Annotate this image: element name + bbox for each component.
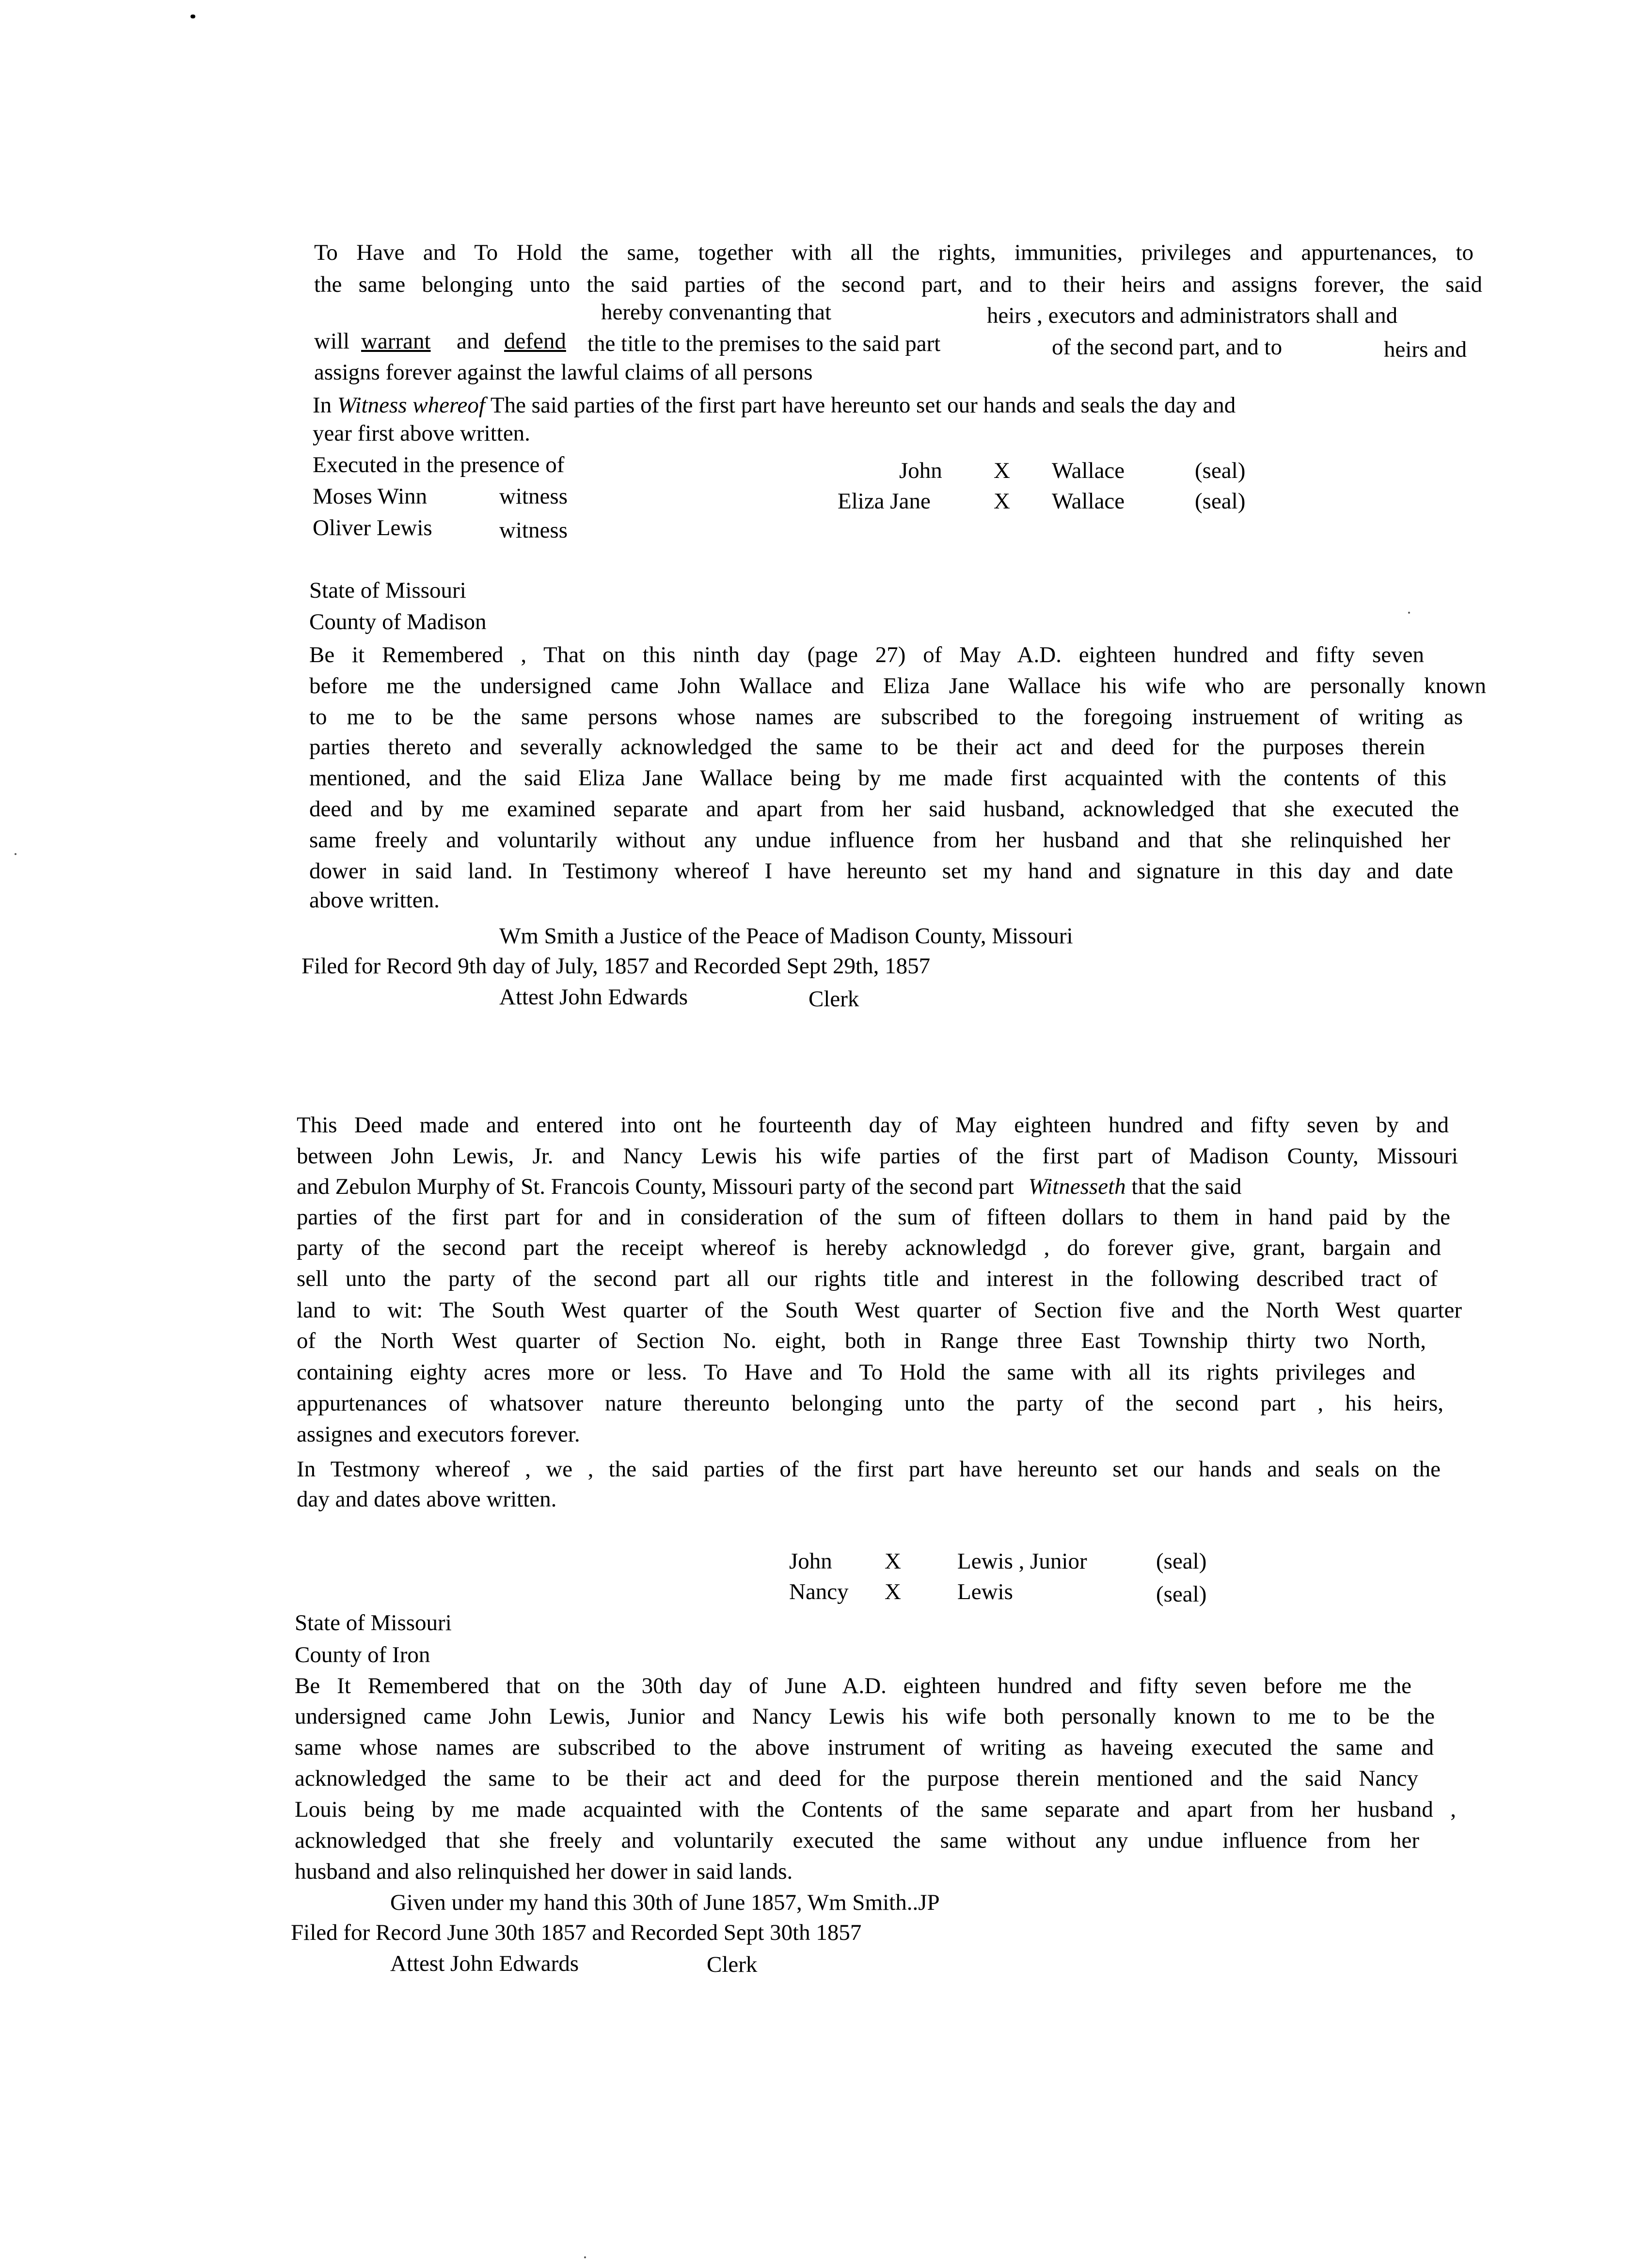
witness-role: witness [499,484,568,509]
signature-first-name: Nancy [789,1579,849,1604]
signature-last-name: Lewis , Junior [957,1549,1087,1574]
signature-first-name: John [789,1549,832,1574]
witness-clause-text: The said parties of the first part have hereunto set our hands and seals the day and [490,393,1236,418]
habendum-line-4c: the title to the premises to the said part [587,331,941,356]
witness-clause-line-2: year first above written. [313,421,530,446]
deed-body-line: parties of the first part for and in consideration of the sum of fifteen dollars to them in hand paid by the [297,1205,1450,1230]
and-word: and [457,329,490,354]
witness-name: Oliver Lewis [313,515,432,540]
justice-signature: Wm Smith a Justice of the Peace of Madison County, Missouri [499,923,1073,949]
habendum-line-2: the same belonging unto the said parties of the second part, and to their heirs and assigns forever, the said [314,272,1482,297]
filed-for-record: Filed for Record 9th day of July, 1857 and Recorded Sept 29th, 1857 [301,953,931,979]
scan-speck [15,853,16,855]
attest-line: Attest John Edwards [499,984,688,1010]
given-under-hand: Given under my hand this 30th of June 1857, Wm Smith..JP [390,1890,940,1915]
ack-county: County of Madison [309,609,487,634]
ack-county: County of Iron [295,1642,430,1667]
ack-line: husband and also relinquished her dower in said lands. [295,1859,793,1884]
signature-mark: X [994,458,1010,483]
filed-for-record: Filed for Record June 30th 1857 and Recorded Sept 30th 1857 [291,1920,862,1945]
signature-seal: (seal) [1156,1582,1207,1607]
deed-body-line [297,1172,1242,1202]
signature-first-name: John [899,458,942,483]
deed-body-line: between John Lewis, Jr. and Nancy Lewis his wife parties of the first part of Madison County, Missouri [297,1143,1458,1169]
deed-body-line: sell unto the party of the second part all our rights title and interest in the following described tract of [297,1266,1438,1291]
signature-seal: (seal) [1195,489,1246,514]
ack-line: before me the undersigned came John Wallace and Eliza Jane Wallace his wife who are personally known [309,673,1486,698]
deed-body-line: of the North West quarter of Section No. eight, both in Range three East Township thirty two North, [297,1328,1426,1353]
defend-word: defend [504,329,566,354]
clerk-label: Clerk [707,1952,758,1977]
deed-body-line: appurtenances of whatsover nature thereunto belonging unto the party of the second part , his heirs, [297,1391,1443,1416]
deed-body-line: land to wit: The South West quarter of the South West quarter of Section five and the North West quarter [297,1298,1462,1323]
witness-whereof-italic: Witness whereof [337,393,485,418]
scan-speck [1408,612,1410,614]
signature-mark: X [885,1579,901,1604]
deed-body-line: assignes and executors forever. [297,1422,580,1447]
ack-line: to me to be the same persons whose names are subscribed to the foregoing instruement of writing as [309,704,1463,730]
ack-line: acknowledged that she freely and voluntarily executed the same without any undue influence from her [295,1828,1419,1853]
habendum-line-3b: heirs , executors and administrators shall and [987,303,1398,328]
ack-line: dower in said land. In Testimony whereof I have hereunto set my hand and signature in this day and date [309,858,1453,884]
signature-last-name: Wallace [1052,489,1125,514]
ack-line: deed and by me examined separate and apart from her said husband, acknowledged that she executed the [309,796,1459,822]
ack-state: State of Missouri [295,1610,452,1635]
habendum-line-1: To Have and To Hold the same, together with all the rights, immunities, privileges and appurtenances, to [314,240,1474,265]
ack-line: above written. [309,888,440,913]
signature-seal: (seal) [1195,458,1246,483]
signature-last-name: Lewis [957,1579,1013,1604]
ack-line: Be it Remembered , That on this ninth day (page 27) of May A.D. eighteen hundred and fifty seven [309,642,1424,667]
ack-line: Be It Remembered that on the 30th day of June A.D. eighteen hundred and fifty seven before me the [295,1673,1411,1698]
ack-line: same freely and voluntarily without any undue influence from her husband and that she relinquished her [309,827,1450,853]
clerk-label: Clerk [808,986,859,1012]
habendum-line-3a: hereby convenanting that [601,300,832,325]
habendum-line-4d: of the second part, and to [1052,334,1283,360]
signature-mark: X [994,489,1010,514]
signature-first-name: Eliza Jane [838,489,931,514]
ack-state: State of Missouri [309,578,466,603]
scan-speck [190,15,195,18]
witness-name: Moses Winn [313,484,428,509]
testimony-line-1: In Testmony whereof , we , the said parties of the first part have hereunto set our hands and seals on the [297,1457,1441,1482]
deed-body-text: and Zebulon Murphy of St. Francois County, Missouri party of the second part [297,1174,1014,1199]
witnesseth-text: that the said [1131,1174,1242,1199]
ack-line: Louis being by me made acquainted with the Contents of the same separate and apart from her husband , [295,1797,1456,1822]
signature-last-name: Wallace [1052,458,1125,483]
witness-role: witness [499,518,568,543]
habendum-line-4e: heirs and [1384,337,1467,362]
witnesseth-italic: Witnesseth [1028,1174,1126,1199]
warrant-word: warrant [361,329,431,354]
habendum-line-5: assigns forever against the lawful claims of all persons [314,360,813,385]
ack-line: same whose names are subscribed to the above instrument of writing as haveing executed the same and [295,1735,1434,1760]
deed-body-line: This Deed made and entered into ont he fourteenth day of May eighteen hundred and fifty seven by and [297,1112,1449,1138]
witness-prefix: In [313,393,332,418]
executed-label: Executed in the presence of [313,452,565,477]
witness-clause-line-1 [313,390,1236,421]
testimony-line-2: day and dates above written. [297,1487,557,1512]
ack-line: acknowledged the same to be their act and deed for the purpose therein mentioned and the said Nancy [295,1766,1418,1791]
signature-seal: (seal) [1156,1549,1207,1574]
attest-line: Attest John Edwards [390,1951,579,1976]
ack-line: parties thereto and severally acknowledged the same to be their act and deed for the purposes therein [309,734,1425,760]
deed-body-line: containing eighty acres more or less. To Have and To Hold the same with all its rights privileges and [297,1360,1415,1385]
signature-mark: X [885,1549,901,1574]
scan-speck [584,2256,586,2258]
deed-body-line: party of the second part the receipt whereof is hereby acknowledgd , do forever give, grant, bargain and [297,1235,1441,1260]
ack-line: mentioned, and the said Eliza Jane Wallace being by me made first acquainted with the contents of this [309,765,1446,791]
habendum-line-4-will: will [314,329,350,354]
ack-line: undersigned came John Lewis, Junior and Nancy Lewis his wife both personally known to me to be the [295,1704,1435,1729]
